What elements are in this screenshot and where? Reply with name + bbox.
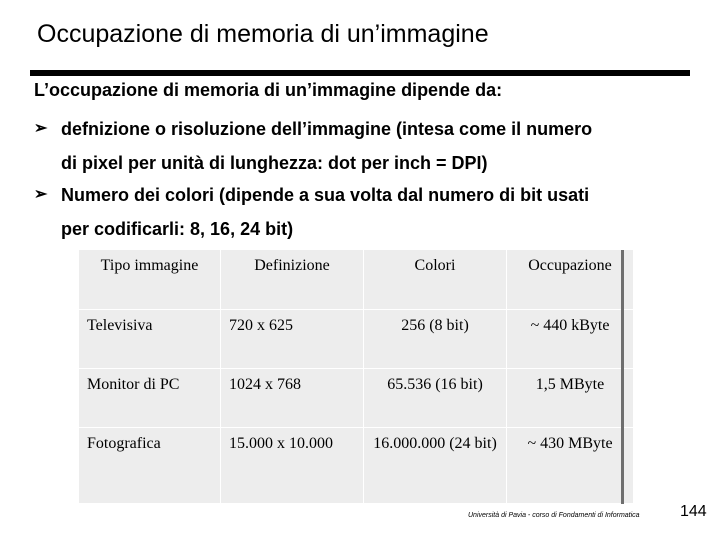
arrowhead-bullet-icon: ➢ — [34, 120, 48, 137]
slide-title: Occupazione di memoria di un’immagine — [37, 20, 489, 48]
cell-definizione: 1024 x 768 — [221, 369, 364, 428]
cell-definizione: 720 x 625 — [221, 310, 364, 369]
cell-tipo: Fotografica — [79, 428, 221, 504]
cell-colori: 256 (8 bit) — [364, 310, 507, 369]
bullet-line-1: Numero dei colori (dipende a sua volta dal numero di bit usati — [61, 185, 590, 205]
cell-colori: 16.000.000 (24 bit) — [364, 428, 507, 504]
memory-table — [79, 250, 634, 503]
header-occupazione: Occupazione — [507, 250, 634, 310]
title-divider — [30, 70, 690, 76]
header-tipo-immagine: Tipo immagine — [79, 250, 221, 310]
bullet-line-2: di pixel per unità di lunghezza: dot per inch = DPI) — [61, 153, 488, 173]
bullet-item-colors — [34, 178, 674, 246]
cell-colori: 65.536 (16 bit) — [364, 369, 507, 428]
table-row — [79, 369, 634, 428]
footer-text: Università di Pavia - corso di Fondamenti di Informatica — [468, 512, 640, 519]
bullet-item-resolution — [34, 112, 674, 180]
cell-occupazione: ~ 440 kByte — [507, 310, 634, 369]
table-header-row — [79, 250, 634, 310]
arrowhead-bullet-icon: ➢ — [34, 186, 48, 203]
header-colori: Colori — [364, 250, 507, 310]
cell-definizione: 15.000 x 10.000 — [221, 428, 364, 504]
header-definizione: Definizione — [221, 250, 364, 310]
cell-tipo: Monitor di PC — [79, 369, 221, 428]
table-shadow — [621, 250, 624, 504]
cell-occupazione: ~ 430 MByte — [507, 428, 634, 504]
intro-text: L’occupazione di memoria di un’immagine dipende da: — [34, 80, 503, 100]
table-row — [79, 428, 634, 504]
page-number: 144 — [680, 503, 707, 520]
bullet-line-1: defnizione o risoluzione dell’immagine (intesa come il numero — [61, 119, 593, 139]
table-row — [79, 310, 634, 369]
bullet-line-2: per codificarli: 8, 16, 24 bit) — [61, 219, 294, 239]
cell-occupazione: 1,5 MByte — [507, 369, 634, 428]
cell-tipo: Televisiva — [79, 310, 221, 369]
